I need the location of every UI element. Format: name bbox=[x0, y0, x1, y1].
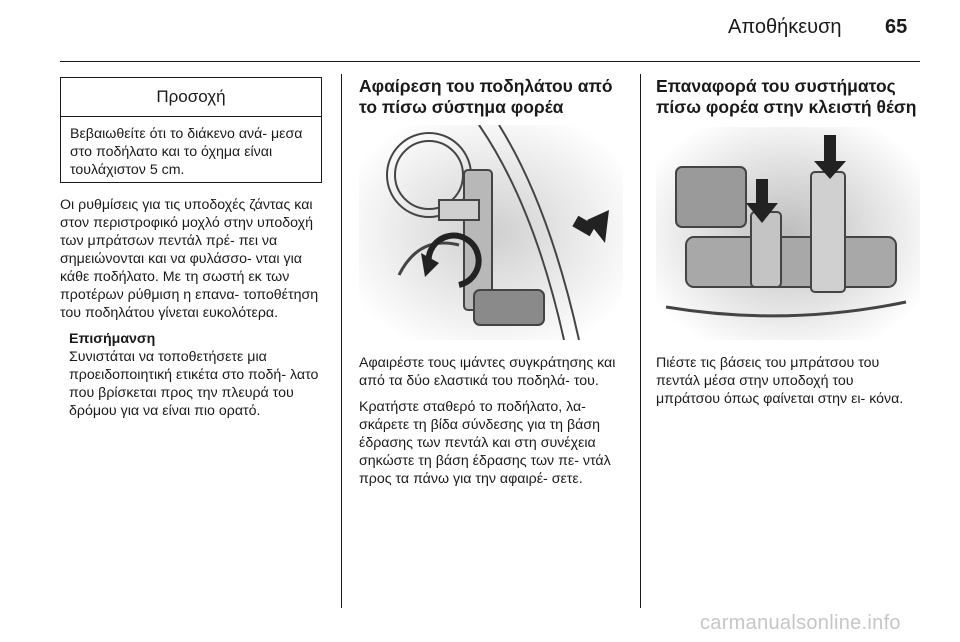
col2-paragraph-1: Αφαιρέστε τους ιμάντες συγκράτησης και από τα δύο ελαστικά του ποδηλά- του. bbox=[359, 355, 616, 389]
column-3-text bbox=[656, 354, 920, 416]
carrier-close-illustration bbox=[656, 127, 920, 340]
section-heading-restore: Επαναφορά του συστήματος πίσω φορέα στην κλειστή θέση bbox=[656, 76, 917, 117]
col2-paragraph-2: Κρατήστε σταθερό το ποδήλατο, λα- σκάρετε τη βίδα σύνδεσης για τη βάση έδρασης των πεντάλ και στη συνέχεια σηκώστε τη βάση έδρασης των πε- ντάλ προς τα πάνω για την αφαιρέ- σετε. bbox=[359, 399, 611, 487]
section-heading-removal: Αφαίρεση του ποδηλάτου από το πίσω σύστημα φορέα bbox=[359, 76, 613, 117]
column-1 bbox=[60, 196, 324, 420]
warning-title: Προσοχή bbox=[61, 78, 321, 117]
column-divider-1 bbox=[341, 74, 342, 608]
note-block bbox=[60, 330, 324, 420]
watermark: carmanualsonline.info bbox=[700, 612, 901, 634]
column-2 bbox=[359, 76, 623, 118]
warning-text: Βεβαιωθείτε ότι το διάκενο ανά- μεσα στο ποδήλατο και το όχημα είναι τουλάχιστον 5 cm. bbox=[70, 126, 303, 178]
bike-removal-illustration bbox=[359, 125, 623, 340]
running-header-title: Αποθήκευση bbox=[728, 16, 842, 38]
page-number: 65 bbox=[885, 16, 908, 38]
col3-paragraph-1: Πιέστε τις βάσεις του μπράτσου του πεντάλ μέσα στην υποδοχή του μπράτσου όπως φαίνεται στην ει- κόνα. bbox=[656, 355, 904, 407]
header-rule bbox=[60, 61, 920, 62]
column-2-text bbox=[359, 354, 623, 496]
note-text: Συνιστάται να τοποθετήσετε μια προειδοποιητική ετικέτα στο ποδή- λατο που βρίσκεται προς την πλευρά του δρόμου για να είναι πιο ορατό. bbox=[69, 349, 319, 419]
warning-box bbox=[60, 77, 322, 183]
note-title: Επισήμανση bbox=[69, 331, 156, 347]
column-divider-2 bbox=[640, 74, 641, 608]
column-3 bbox=[656, 76, 920, 118]
col1-paragraph: Οι ρυθμίσεις για τις υποδοχές ζάντας και στον περιστροφικό μοχλό στην υποδοχή των μπράτσων πεντάλ πρέ- πει να σημειώνονται και να φυλάσσο- νται για κάθε ποδήλατο. Με τη σωστή εκ των προτέρων ρύθμιση η επανα- τοποθέτηση του ποδηλάτου γίνεται ευκολότερα. bbox=[60, 197, 319, 321]
